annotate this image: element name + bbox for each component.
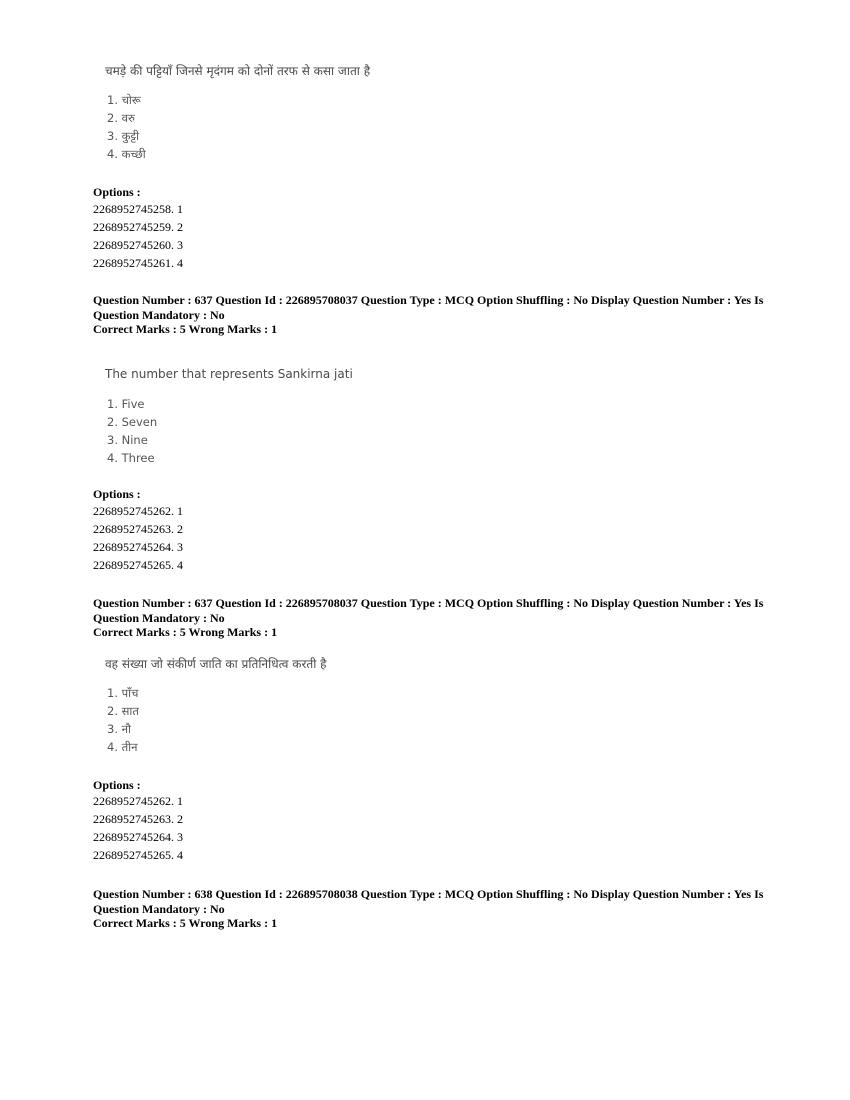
- question-header-line: Question Number : 637 Question Id : 226895708037 Question Type : MCQ Option Shuffling : No Display Question Number : Yes Is: [93, 596, 764, 610]
- option-id-list: [93, 792, 183, 864]
- choice-list: [107, 91, 146, 163]
- options-label: Options :: [93, 487, 141, 501]
- question-mandatory: Question Mandatory : No: [93, 307, 225, 322]
- question-text: The number that represents Sankirna jati: [105, 367, 353, 381]
- option-id-row: 2268952745262. 1: [93, 504, 183, 518]
- choice-list: [107, 395, 157, 467]
- option-id-row: 2268952745263. 2: [93, 812, 183, 826]
- question-text: चमड़े की पट्टियाँ जिनसे मृदंगम को दोनों तरफ से कसा जाता है: [105, 64, 371, 78]
- marks-line: Correct Marks : 5 Wrong Marks : 1: [93, 916, 278, 930]
- options-label: Options :: [93, 185, 141, 199]
- choice-list: [107, 684, 139, 756]
- option-id-row: 2268952745260. 3: [93, 238, 183, 252]
- question-header: [93, 293, 763, 337]
- question-mandatory: Question Mandatory : No: [93, 610, 225, 625]
- choice-item: 4. Three: [107, 451, 155, 465]
- choice-item: 2. सात: [107, 704, 139, 718]
- marks-line: Correct Marks : 5 Wrong Marks : 1: [93, 625, 278, 639]
- marks-line: Correct Marks : 5 Wrong Marks : 1: [93, 322, 278, 336]
- option-id-row: 2268952745261. 4: [93, 256, 183, 270]
- question-header: [93, 887, 763, 931]
- option-id-row: 2268952745259. 2: [93, 220, 183, 234]
- option-id-row: 2268952745265. 4: [93, 848, 183, 862]
- option-id-row: 2268952745265. 4: [93, 558, 183, 572]
- choice-item: 3. Nine: [107, 433, 148, 447]
- question-text: वह संख्या जो संकीर्ण जाति का प्रतिनिधित्व करती है: [105, 657, 327, 671]
- choice-item: 3. नौ: [107, 722, 131, 736]
- choice-item: 4. तीन: [107, 740, 138, 754]
- option-id-list: [93, 200, 183, 272]
- options-label: Options :: [93, 778, 141, 792]
- option-id-list: [93, 502, 183, 574]
- question-mandatory: Question Mandatory : No: [93, 901, 225, 916]
- option-id-row: 2268952745264. 3: [93, 830, 183, 844]
- option-id-row: 2268952745263. 2: [93, 522, 183, 536]
- option-id-row: 2268952745258. 1: [93, 202, 183, 216]
- choice-item: 1. चोरू: [107, 93, 141, 107]
- choice-item: 2. वरु: [107, 111, 135, 125]
- choice-item: 1. Five: [107, 397, 145, 411]
- question-header-line: Question Number : 637 Question Id : 226895708037 Question Type : MCQ Option Shuffling : No Display Question Number : Yes Is: [93, 293, 764, 307]
- option-id-row: 2268952745264. 3: [93, 540, 183, 554]
- question-header-line: Question Number : 638 Question Id : 226895708038 Question Type : MCQ Option Shuffling : No Display Question Number : Yes Is: [93, 887, 764, 901]
- choice-item: 4. कच्छी: [107, 147, 146, 161]
- choice-item: 3. कुट्टी: [107, 129, 140, 143]
- choice-item: 1. पाँच: [107, 686, 139, 700]
- question-header: [93, 596, 763, 640]
- choice-item: 2. Seven: [107, 415, 158, 429]
- option-id-row: 2268952745262. 1: [93, 794, 183, 808]
